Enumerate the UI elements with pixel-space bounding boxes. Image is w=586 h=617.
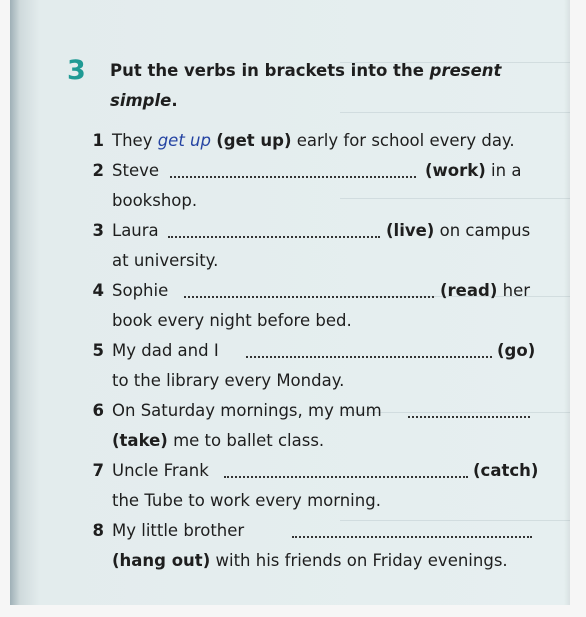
verb-in-brackets: (live) xyxy=(386,221,435,240)
item-text-after xyxy=(440,276,530,306)
verb-in-brackets: (hang out) xyxy=(112,551,211,570)
verb-in-brackets: (take) xyxy=(112,431,168,450)
example-answer: get up xyxy=(157,131,211,150)
item-continuation: book every night before bed. xyxy=(112,311,352,330)
item-number: 1 xyxy=(92,131,104,150)
item-continuation: bookshop. xyxy=(112,191,198,210)
item-text-after-word: her xyxy=(502,281,531,300)
item-text-after-word: on campus xyxy=(439,221,531,240)
item-continuation: at university. xyxy=(112,251,219,270)
answer-blank[interactable] xyxy=(224,448,468,478)
instruction-italic: present simple xyxy=(110,61,502,110)
exercise-instruction xyxy=(110,56,530,116)
answer-blank[interactable] xyxy=(292,508,532,538)
item-number: 5 xyxy=(92,341,104,360)
exercise-number: 3 xyxy=(67,55,86,86)
item-continuation-text: me to ballet class. xyxy=(173,431,325,450)
item-text-before: My dad and I xyxy=(112,341,219,360)
verb-in-brackets: (work) xyxy=(425,161,486,180)
answer-blank[interactable] xyxy=(184,268,434,298)
item-text-after-word: in a xyxy=(491,161,522,180)
instruction-suffix: . xyxy=(171,91,178,110)
instruction-text: Put the verbs in brackets into the xyxy=(110,61,424,80)
item-number: 3 xyxy=(92,221,104,240)
verb-in-brackets: (get up) xyxy=(216,131,292,150)
verb-in-brackets: (catch) xyxy=(473,461,539,480)
verb-in-brackets: (read) xyxy=(440,281,498,300)
item-text-before: On Saturday mornings, my mum xyxy=(112,401,382,420)
answer-blank[interactable] xyxy=(170,148,416,178)
verb-in-brackets: (go) xyxy=(497,341,536,360)
item-text-before: Sophie xyxy=(112,281,169,300)
item-number: 7 xyxy=(92,461,104,480)
item-text-after: early for school every day. xyxy=(296,131,515,150)
item-continuation-text: with his friends on Friday evenings. xyxy=(215,551,508,570)
textbook-page xyxy=(10,0,570,605)
item-text-after xyxy=(425,156,521,186)
item-continuation: to the library every Monday. xyxy=(112,371,345,390)
item-text-before: They xyxy=(112,131,153,150)
answer-blank[interactable] xyxy=(168,208,380,238)
item-number: 6 xyxy=(92,401,104,420)
item-text-before: Laura xyxy=(112,221,159,240)
item-continuation xyxy=(112,546,508,576)
answer-blank[interactable] xyxy=(408,388,530,418)
item-text-before: Uncle Frank xyxy=(112,461,209,480)
item-number: 4 xyxy=(92,281,104,300)
item-text-before: My little brother xyxy=(112,521,245,540)
item-number: 2 xyxy=(92,161,104,180)
item-number: 8 xyxy=(92,521,104,540)
item-continuation: the Tube to work every morning. xyxy=(112,491,381,510)
item-text-before: Steve xyxy=(112,161,160,180)
item-text-after xyxy=(386,216,530,246)
answer-blank[interactable] xyxy=(246,328,492,358)
